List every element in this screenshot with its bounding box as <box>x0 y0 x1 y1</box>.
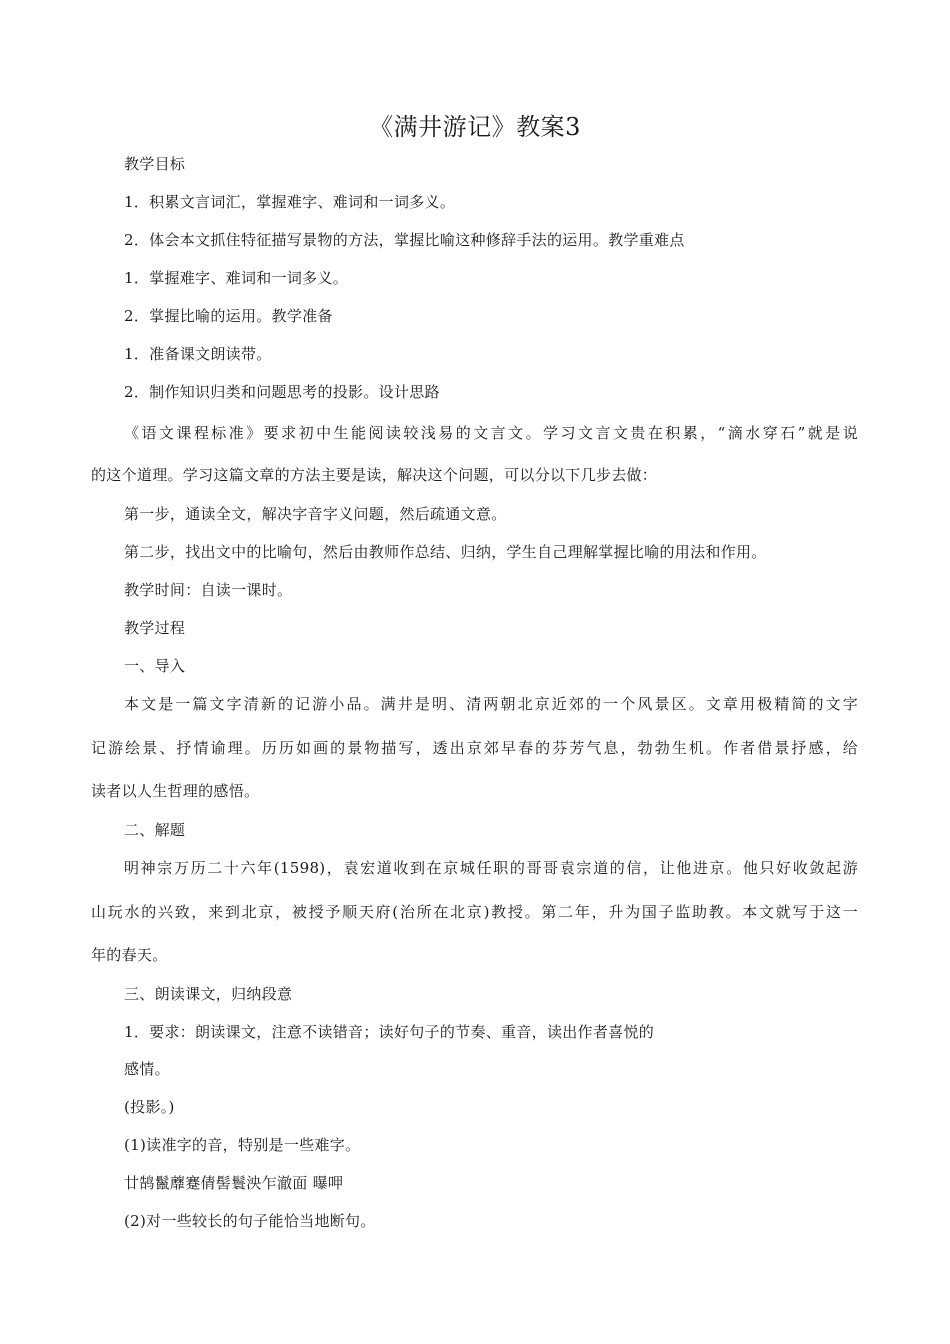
paragraph-line: 1．要求：朗读课文，注意不读错音；读好句子的节奏、重音，读出作者喜悦的 <box>124 1023 655 1041</box>
paragraph-line: 感情。 <box>124 1060 170 1078</box>
paragraph-line: 1．积累文言词汇，掌握难字、难词和一词多义。 <box>124 193 456 211</box>
paragraph-line: (2)对一些较长的句子能恰当地断句。 <box>124 1212 376 1230</box>
paragraph-line: 年的春天。 <box>91 946 168 964</box>
section-heading: 一、导入 <box>124 657 186 675</box>
paragraph-line: 2．掌握比喻的运用。教学准备 <box>124 307 333 325</box>
paragraph-line: 教学时间：自读一课时。 <box>124 581 293 599</box>
section-heading: 三、朗读课文，归纳段意 <box>124 985 293 1003</box>
paragraph-line: 2．体会本文抓住特征描写景物的方法，掌握比喻这种修辞手法的运用。教学重难点 <box>124 231 685 249</box>
paragraph-line: 第一步，通读全文，解决字音字义问题，然后疏通文意。 <box>124 505 507 523</box>
paragraph-line: (1)读准字的音，特别是一些难字。 <box>124 1136 361 1154</box>
paragraph-line: 记游绘景、抒情谕理。历历如画的景物描写，透出京郊早春的芬芳气息，勃勃生机。作者借景抒感，给 <box>91 739 858 757</box>
section-heading: 教学目标 <box>124 155 186 173</box>
paragraph-line: (投影。) <box>124 1098 175 1116</box>
paragraph-line: 的这个道理。学习这篇文章的方法主要是读，解决这个问题，可以分以下几步去做： <box>91 466 658 484</box>
section-heading: 二、解题 <box>124 821 186 839</box>
paragraph-line: 《语文课程标准》要求初中生能阅读较浅易的文言文。学习文言文贵在积累，“滴水穿石”就是说 <box>124 424 858 442</box>
paragraph-line: 第二步，找出文中的比喻句，然后由教师作总结、归纳，学生自己理解掌握比喻的用法和作用。 <box>124 543 767 561</box>
document-title: 《满井游记》教案3 <box>369 113 581 141</box>
paragraph-line: 1．掌握难字、难词和一词多义。 <box>124 269 349 287</box>
paragraph-line: 明神宗万历二十六年(1598)，袁宏道收到在京城任职的哥哥袁宗道的信，让他进京。他只好收敛起游 <box>124 859 858 877</box>
paragraph-line: 读者以人生哲理的感悟。 <box>91 782 260 800</box>
paragraph-line: 廿鹄鬣蘼蹇倩髻鬟泱乍澈面 曝呷 <box>124 1174 344 1192</box>
paragraph-line: 本文是一篇文字清新的记游小品。满井是明、清两朝北京近郊的一个风景区。文章用极精简的文字 <box>124 695 858 713</box>
paragraph-line: 1．准备课文朗读带。 <box>124 345 272 363</box>
paragraph-line: 2．制作知识归类和问题思考的投影。设计思路 <box>124 383 440 401</box>
section-heading: 教学过程 <box>124 619 186 637</box>
paragraph-line: 山玩水的兴致，来到北京，被授予顺天府(治所在北京)教授。第二年，升为国子监助教。本文就写于这一 <box>91 903 858 921</box>
